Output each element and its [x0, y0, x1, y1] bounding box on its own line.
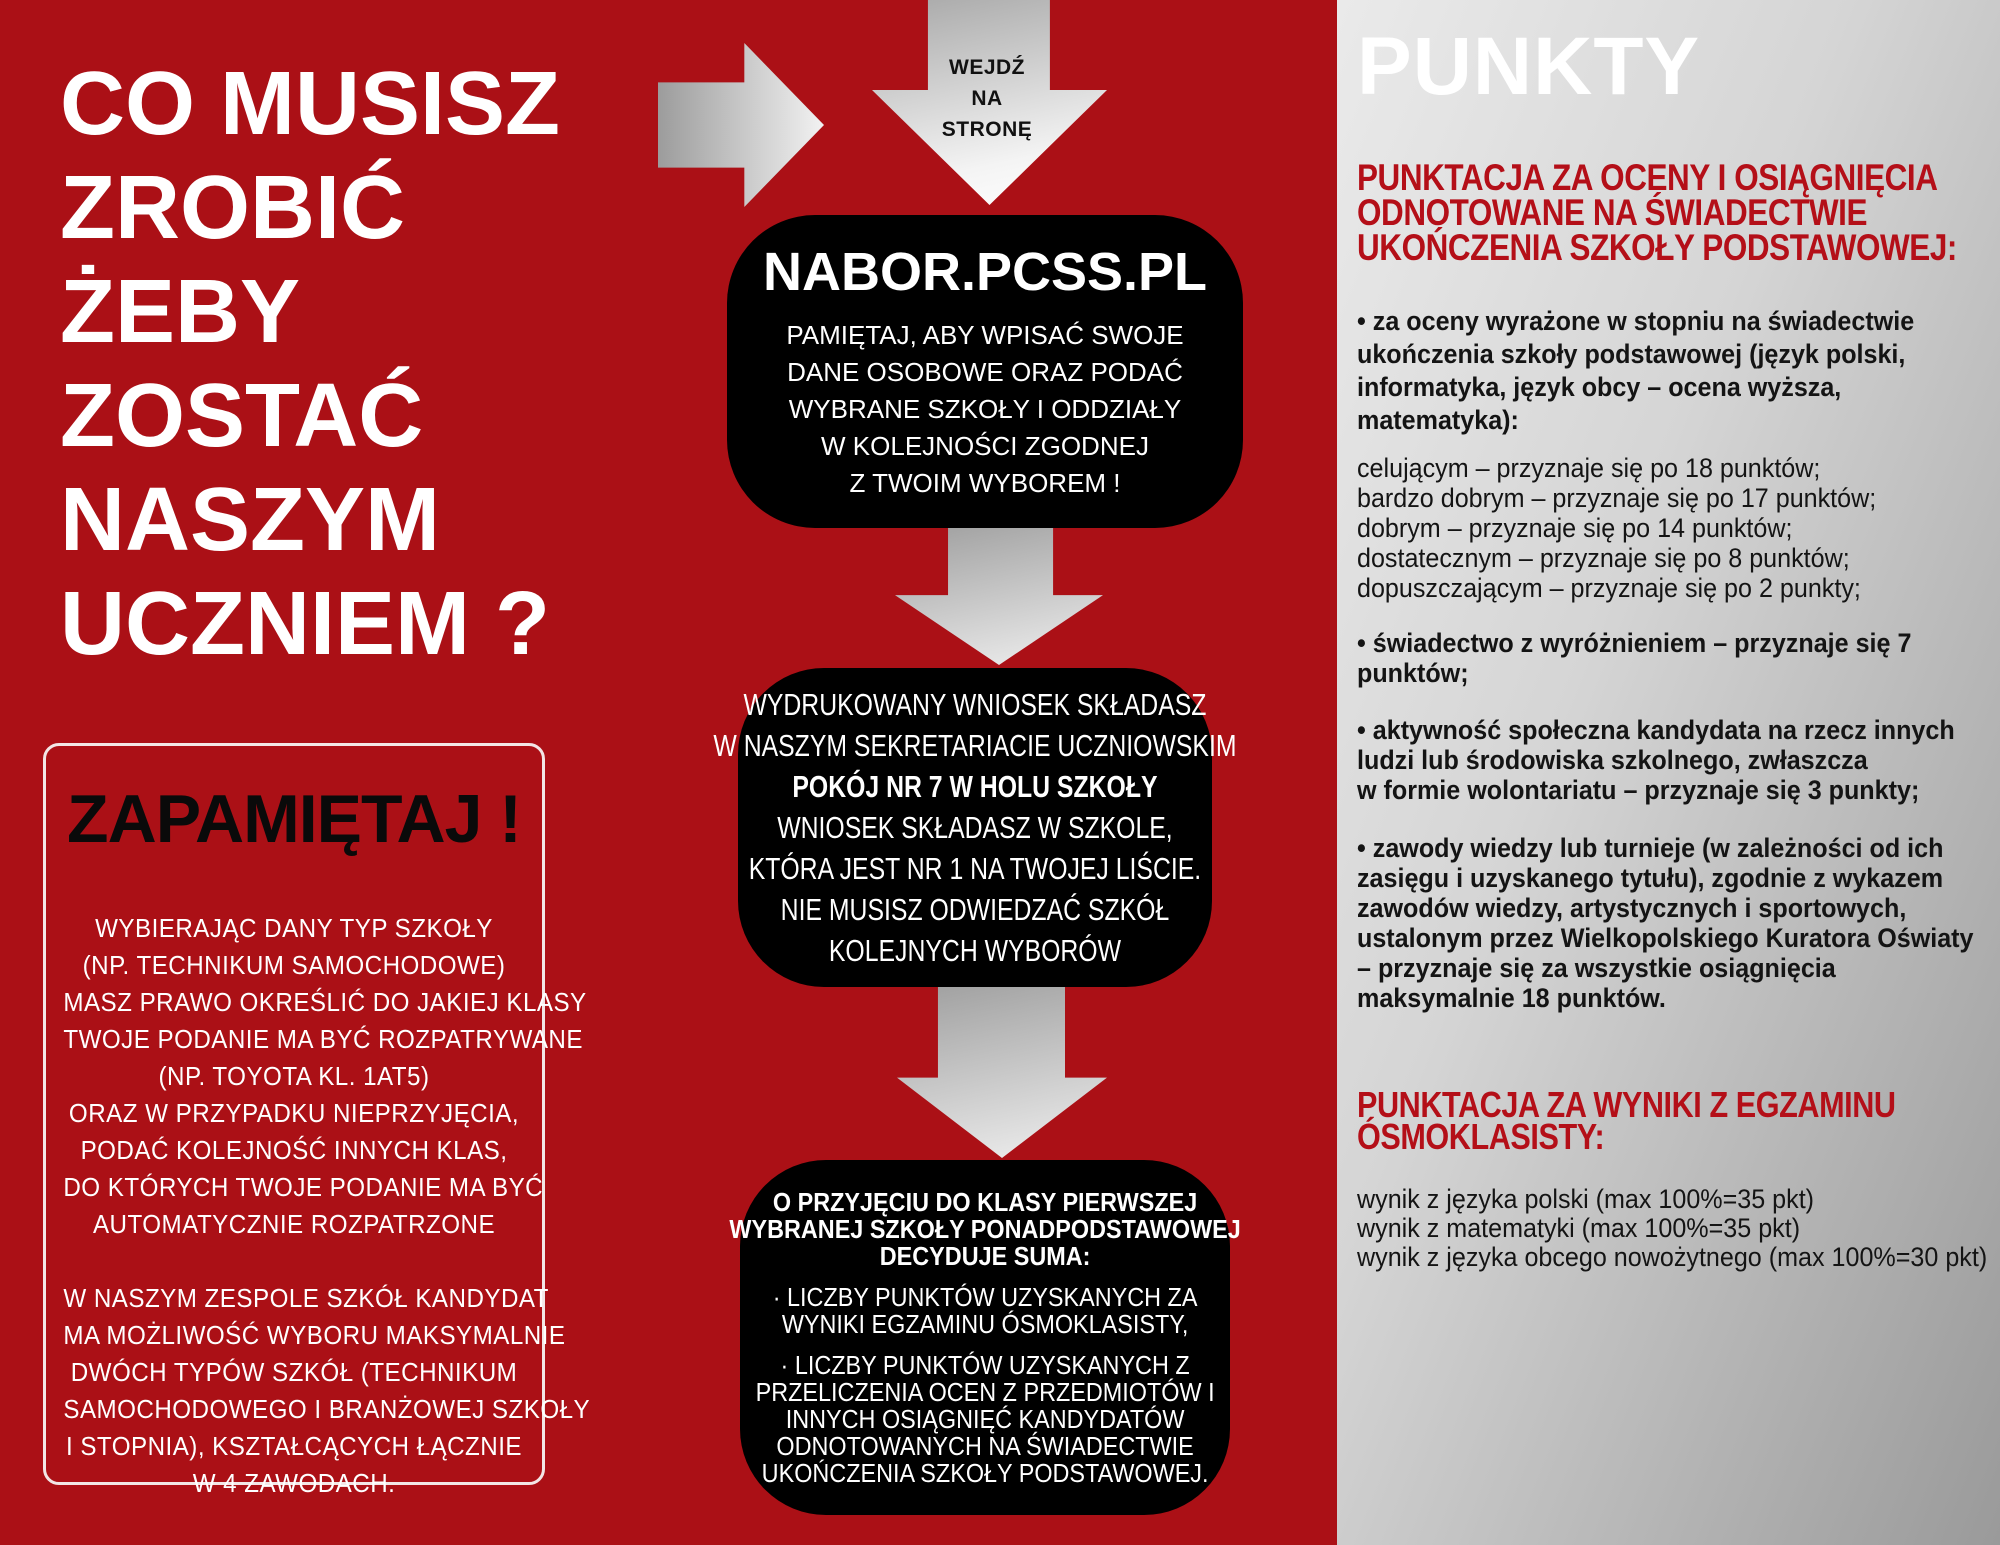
remember-paragraph-2: W NASZYM ZESPOLE SZKÓŁ KANDYDAT MA MOŻLIWOŚĆ WYBORU MAKSYMALNIE DWÓCH TYPÓW SZKÓŁ (TECHNIKUM SAMOCHODOWEGO I BRANŻOWEJ SZKOŁY I STOPNIA), KSZTAŁCĄCYCH ŁĄCZNIE W 4 ZAWODACH. — [63, 1283, 591, 1498]
points-panel — [1357, 20, 1988, 1272]
remember-body — [63, 910, 591, 1502]
exam-section-heading: PUNKTACJA ZA WYNIKI Z EGZAMINU ÓSMOKLASISTY: — [1357, 1084, 1896, 1157]
arrow-down-icon — [895, 528, 1103, 665]
bullet-social-activity: • aktywność społeczna kandydata na rzecz innych ludzi lub środowiska szkolnego, zwłaszcza w formie wolontariatu – przyznaje się 3 punkty; — [1357, 715, 1955, 805]
page-title: CO MUSISZ ZROBIĆ ŻEBY ZOSTAĆ NASZYM UCZNIEM ? — [60, 54, 561, 674]
enter-site-label: WEJDŹ NA STRONĘ — [941, 56, 1033, 141]
website-url: NABOR.PCSS.PL — [762, 242, 1208, 302]
remember-box — [43, 743, 591, 1498]
application-room-line: POKÓJ NR 7 W HOLU SZKOŁY — [792, 769, 1158, 804]
remember-title: ZAPAMIĘTAJ ! — [67, 781, 521, 857]
website-instructions: PAMIĘTAJ, ABY WPISAĆ SWOJE DANE OSOBOWE ORAZ PODAĆ WYBRANE SZKOŁY I ODDZIAŁY W KOLEJNOŚCI ZGODNEJ Z TWOIM WYBOREM ! — [786, 320, 1184, 498]
grades-point-list: celującym – przyznaje się po 18 punktów; bardzo dobrym – przyznaje się po 17 punktów; dobrym – przyznaje się po 14 punktów; dostatecznym – przyznaje się po 8 punktów; dopuszczającym – przyznaje się po 2 punkty; — [1357, 453, 1877, 603]
step-card-application — [713, 668, 1237, 987]
bullet-honors: • świadectwo z wyróżnieniem – przyznaje się 7 punktów; — [1357, 628, 1912, 688]
admission-bullet-2: · LICZBY PUNKTÓW UZYSKANYCH Z PRZELICZENIA OCEN Z PRZEDMIOTÓW I INNYCH OSIĄGNIĘĆ KANDYDATÓW ODNOTOWANYCH NA ŚWIADECTWIE UKOŃCZENIA SZKOŁY PODSTAWOWEJ. — [755, 1349, 1215, 1488]
grades-intro: • za oceny wyrażone w stopniu na świadectwie ukończenia szkoły podstawowej (język polski, informatyka, język obcy – ocena wyższa, matematyka): — [1357, 306, 1915, 435]
admission-bullet-1: · LICZBY PUNKTÓW UZYSKANYCH ZA WYNIKI EGZAMINU ÓSMOKLASISTY, — [772, 1281, 1198, 1339]
application-instructions — [713, 684, 1236, 971]
admission-heading: O PRZYJĘCIU DO KLASY PIERWSZEJ WYBRANEJ SZKOŁY PONADPODSTAWOWEJ DECYDUJE SUMA: — [729, 1186, 1241, 1271]
application-lines-bottom: WNIOSEK SKŁADASZ W SZKOLE, KTÓRA JEST NR 1 NA TWOJEJ LIŚCIE. NIE MUSISZ ODWIEDZAĆ SZKÓŁ KOLEJNYCH WYBORÓW — [748, 810, 1202, 968]
exam-point-list: wynik z języka polski (max 100%=35 pkt) wynik z matematyki (max 100%=35 pkt) wynik z języka obcego nowożytnego (max 100%=30 pkt) — [1357, 1184, 1988, 1272]
step-card-website — [727, 215, 1243, 528]
arrow-right-icon — [658, 43, 824, 207]
admission-summary — [729, 1186, 1241, 1488]
arrow-down-icon — [897, 987, 1107, 1158]
application-lines-top: WYDRUKOWANY WNIOSEK SKŁADASZ W NASZYM SEKRETARIACIE UCZNIOWSKIM — [713, 687, 1237, 763]
bullet-contests: • zawody wiedzy lub turnieje (w zależności od ich zasięgu i uzyskanego tytułu), zgodnie z wykazem zawodów wiedzy, artystycznych i sportowych, ustalonym przez Wielkopolskiego Kuratora Oświaty – przyznaje się za wszystkie osiągnięcia maksymalnie 18 punktów. — [1357, 833, 1974, 1013]
grades-section-heading: PUNKTACJA ZA OCENY I OSIĄGNIĘCIA ODNOTOWANE NA ŚWIADECTWIE UKOŃCZENIA SZKOŁY PODSTAWOWEJ: — [1357, 157, 1957, 268]
points-title: PUNKTY — [1357, 21, 1701, 112]
remember-paragraph-1: WYBIERAJĄC DANY TYP SZKOŁY (NP. TECHNIKUM SAMOCHODOWE) MASZ PRAWO OKREŚLIĆ DO JAKIEJ KLASY TWOJE PODANIE MA BYĆ ROZPATRYWANE (NP. TOYOTA KL. 1AT5) ORAZ W PRZYPADKU NIEPRZYJĘCIA, PODAĆ KOLEJNOŚĆ INNYCH KLAS, DO KTÓRYCH TWOJE PODANIE MA BYĆ AUTOMATYCZNIE ROZPATRZONE — [63, 913, 587, 1239]
step-card-admission — [729, 1160, 1241, 1515]
